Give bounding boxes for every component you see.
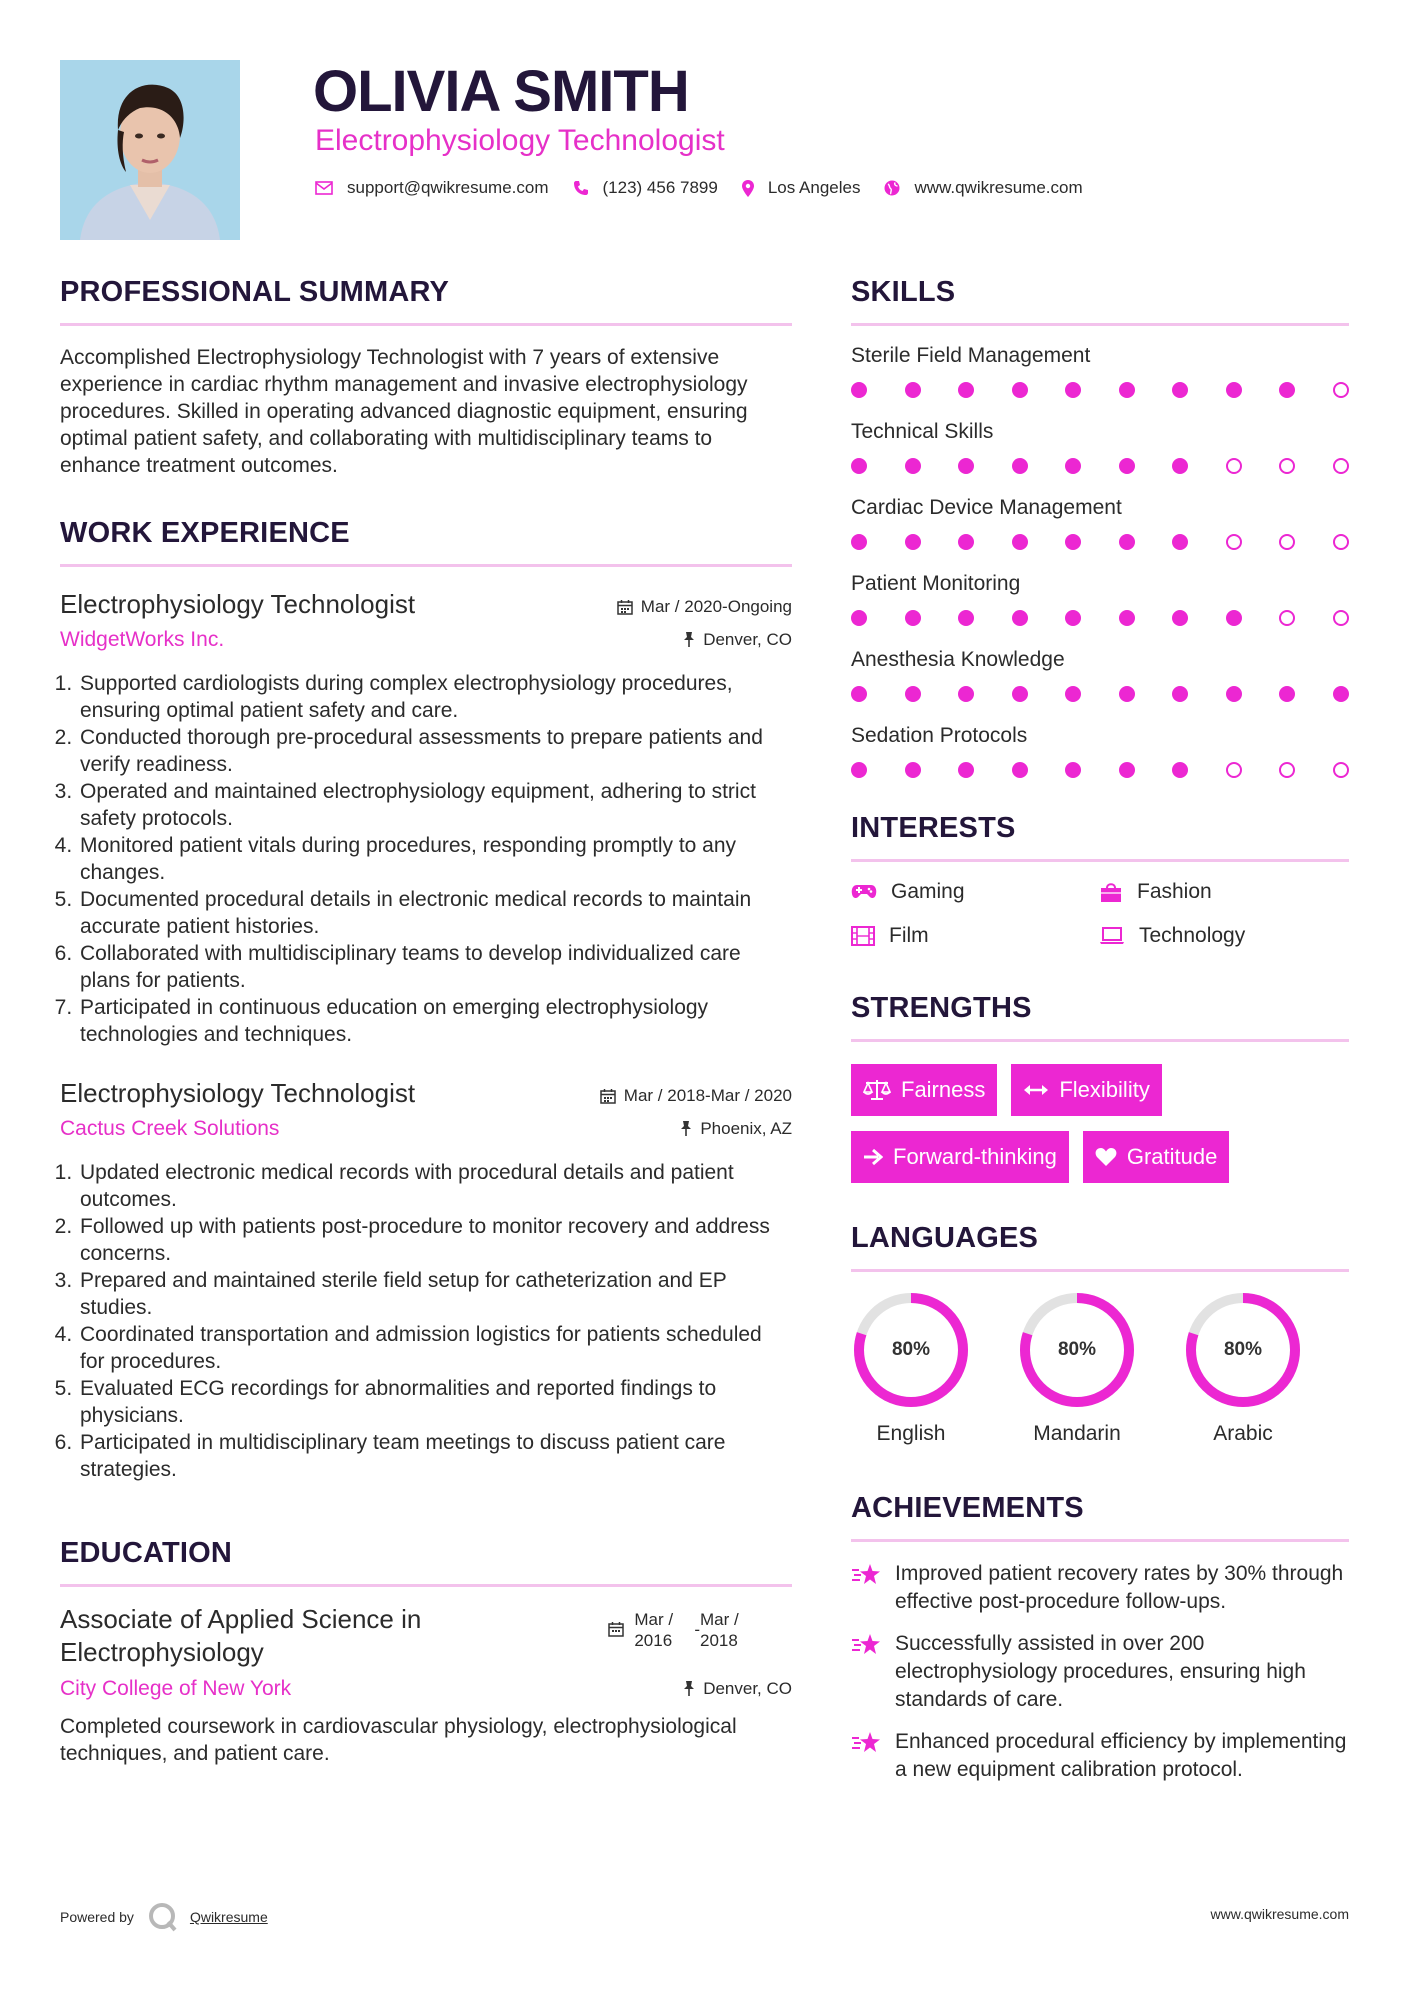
rating-dot-filled <box>851 458 867 474</box>
duty-list <box>60 1159 792 1483</box>
section-divider <box>60 564 792 567</box>
duty-item: 6. Collaborated with multidisciplinary teams to develop individualized care plans for patients. <box>78 940 792 994</box>
rating-dot-filled <box>1226 610 1242 626</box>
rating-dot-filled <box>1172 762 1188 778</box>
job-title: Electrophysiology Technologist <box>60 1078 416 1108</box>
language-percent: 80% <box>1223 1339 1263 1360</box>
left-column <box>60 276 792 1767</box>
skill-item <box>851 572 1349 626</box>
rating-dot-filled <box>958 382 974 398</box>
rating-dot-empty <box>1333 458 1349 474</box>
job-location-text: Denver, CO <box>703 630 792 649</box>
achievements-section <box>851 1492 1349 1784</box>
rating-dot-filled <box>958 762 974 778</box>
skill-name: Sedation Protocols <box>851 724 1028 747</box>
balance-scale-icon <box>863 1079 891 1101</box>
arrows-horizontal-icon <box>1023 1083 1049 1097</box>
skill-rating <box>851 686 1349 702</box>
interests-heading: INTERESTS <box>851 812 1016 844</box>
summary-heading: PROFESSIONAL SUMMARY <box>60 276 450 308</box>
strengths-section <box>851 992 1349 1198</box>
qwikresume-link[interactable]: Qwikresume <box>189 1909 268 1925</box>
rating-dot-filled <box>958 534 974 550</box>
pushpin-icon <box>683 632 695 648</box>
heart-icon <box>1095 1147 1117 1167</box>
languages-section <box>851 1222 1349 1446</box>
rating-dot-filled <box>1012 382 1028 398</box>
contact-phone-text: (123) 456 7899 <box>602 178 718 197</box>
rating-dot-filled <box>1012 610 1028 626</box>
achievement-item <box>851 1560 1349 1616</box>
education-location-text: Denver, CO <box>703 1679 792 1698</box>
rating-dot-filled <box>1065 686 1081 702</box>
rating-dot-filled <box>1226 382 1242 398</box>
strength-tag <box>851 1131 1069 1183</box>
rating-dot-filled <box>905 762 921 778</box>
duty-item: 1. Updated electronic medical records with procedural details and patient outcomes. <box>78 1159 792 1213</box>
contact-email-text: support@qwikresume.com <box>347 178 549 197</box>
skill-item <box>851 724 1349 778</box>
skill-item <box>851 344 1349 398</box>
language-item <box>1183 1290 1303 1446</box>
rating-dot-filled <box>1119 534 1135 550</box>
star-icon <box>851 1730 881 1756</box>
duty-item: 3. Prepared and maintained sterile field setup for catheterization and EP studies. <box>78 1267 792 1321</box>
education-degree: Associate of Applied Science in Electrophysiology <box>60 1604 422 1667</box>
strength-label: Forward-thinking <box>893 1144 1057 1169</box>
education-date-start: Mar / 2016 <box>634 1610 674 1650</box>
rating-dot-filled <box>1172 382 1188 398</box>
rating-dot-filled <box>1172 686 1188 702</box>
rating-dot-filled <box>1065 458 1081 474</box>
candidate-title: Electrophysiology Technologist <box>315 124 725 157</box>
rating-dot-filled <box>1065 610 1081 626</box>
rating-dot-empty <box>1226 458 1242 474</box>
achievements-list <box>851 1560 1349 1784</box>
rating-dot-filled <box>1119 382 1135 398</box>
skill-name: Anesthesia Knowledge <box>851 648 1065 671</box>
shopping-bag-icon <box>1099 881 1123 903</box>
interest-item <box>1099 880 1349 904</box>
interest-item <box>1099 924 1349 948</box>
summary-section <box>60 276 792 479</box>
interests-section <box>851 812 1349 948</box>
interest-label: Film <box>889 924 929 947</box>
language-name: Arabic <box>1213 1422 1273 1445</box>
section-divider <box>851 859 1349 862</box>
rating-dot-filled <box>1333 686 1349 702</box>
section-divider <box>851 1269 1349 1272</box>
language-ring <box>851 1290 971 1410</box>
education-section <box>60 1537 792 1767</box>
achievement-text: Successfully assisted in over 200 electrophysiology procedures, ensuring high standards of care. <box>895 1632 1306 1711</box>
profile-photo <box>60 60 240 240</box>
language-item <box>851 1290 971 1446</box>
calendar-icon <box>608 1621 624 1637</box>
rating-dot-filled <box>905 534 921 550</box>
strength-tag <box>1083 1131 1230 1183</box>
strength-tag <box>851 1064 997 1116</box>
contact-website[interactable] <box>884 178 1082 198</box>
job-date <box>600 1086 792 1106</box>
summary-text: Accomplished Electrophysiology Technologist with 7 years of extensive experience in cardiac rhythm management and invasive electrophysiology procedures. Skilled in operating advanced diagnostic equipment, ensuring optimal patient safety, and collaborating with multidisciplinary teams to enhance treatment outcomes. <box>60 346 748 477</box>
skill-item <box>851 496 1349 550</box>
rating-dot-filled <box>1279 686 1295 702</box>
skill-name: Technical Skills <box>851 420 994 443</box>
rating-dot-filled <box>905 382 921 398</box>
contact-location <box>742 178 861 198</box>
company-name: Cactus Creek Solutions <box>60 1117 280 1140</box>
duty-list <box>60 670 792 1048</box>
strength-label: Flexibility <box>1059 1077 1150 1102</box>
skill-name: Sterile Field Management <box>851 344 1091 367</box>
achievement-text: Enhanced procedural efficiency by implementing a new equipment calibration protocol. <box>895 1730 1347 1781</box>
rating-dot-empty <box>1226 762 1242 778</box>
strengths-heading: STRENGTHS <box>851 992 1032 1024</box>
interests-list <box>851 880 1349 948</box>
rating-dot-filled <box>1172 534 1188 550</box>
rating-dot-filled <box>905 686 921 702</box>
job-location-text: Phoenix, AZ <box>700 1119 792 1138</box>
rating-dot-empty <box>1279 762 1295 778</box>
duty-item: 3. Operated and maintained electrophysiology equipment, adhering to strict safety protocols. <box>78 778 792 832</box>
rating-dot-filled <box>1119 458 1135 474</box>
contact-website-text: www.qwikresume.com <box>914 178 1083 197</box>
rating-dot-filled <box>905 458 921 474</box>
job-location <box>680 1119 792 1139</box>
duty-item: 7. Participated in continuous education on emerging electrophysiology technologies and techniques. <box>78 994 792 1048</box>
laptop-icon <box>1099 927 1125 945</box>
rating-dot-filled <box>958 686 974 702</box>
rating-dot-empty <box>1226 534 1242 550</box>
star-icon <box>851 1562 881 1588</box>
skill-item <box>851 420 1349 474</box>
strengths-list <box>851 1064 1349 1198</box>
education-date-separator: - <box>694 1620 700 1639</box>
achievement-text: Improved patient recovery rates by 30% through effective post-procedure follow-ups. <box>895 1562 1344 1613</box>
skill-name: Patient Monitoring <box>851 572 1021 595</box>
job-entry <box>60 589 792 1048</box>
language-ring <box>1017 1290 1137 1410</box>
skills-list <box>851 344 1349 778</box>
skill-rating <box>851 610 1349 626</box>
phone-icon <box>573 180 589 196</box>
skill-rating <box>851 534 1349 550</box>
achievement-item <box>851 1630 1349 1714</box>
rating-dot-filled <box>1119 610 1135 626</box>
duty-item: 4. Coordinated transportation and admission logistics for patients scheduled for procedures. <box>78 1321 792 1375</box>
experience-section <box>60 517 792 1483</box>
rating-dot-filled <box>1172 610 1188 626</box>
experience-heading: WORK EXPERIENCE <box>60 517 350 549</box>
skills-section <box>851 276 1349 778</box>
education-heading: EDUCATION <box>60 1537 233 1569</box>
job-date-text: Mar / 2018-Mar / 2020 <box>623 1086 792 1105</box>
education-description: Completed coursework in cardiovascular physiology, electrophysiological techniques, and patient care. <box>60 1715 737 1765</box>
section-divider <box>60 323 792 326</box>
interest-label: Technology <box>1139 924 1246 947</box>
rating-dot-empty <box>1333 534 1349 550</box>
education-date-end: Mar / 2018 <box>700 1610 739 1650</box>
rating-dot-filled <box>851 610 867 626</box>
duty-item: 5. Documented procedural details in electronic medical records to maintain accurate patient histories. <box>78 886 792 940</box>
duty-item: 2. Conducted thorough pre-procedural assessments to prepare patients and verify readiness. <box>78 724 792 778</box>
job-date-text: Mar / 2020-Ongoing <box>640 597 792 616</box>
rating-dot-empty <box>1333 610 1349 626</box>
interest-label: Fashion <box>1137 880 1212 903</box>
rating-dot-filled <box>905 610 921 626</box>
strength-label: Fairness <box>901 1077 986 1102</box>
rating-dot-filled <box>851 762 867 778</box>
job-title: Electrophysiology Technologist <box>60 589 416 619</box>
rating-dot-empty <box>1333 382 1349 398</box>
profile-photo-illustration <box>60 60 240 240</box>
footer-powered-by <box>60 1902 268 1932</box>
calendar-icon <box>600 1088 616 1104</box>
globe-icon <box>884 180 900 196</box>
gamepad-icon <box>851 884 877 900</box>
language-name: Mandarin <box>1033 1422 1121 1445</box>
contact-bar <box>315 178 1107 198</box>
powered-by-text: Powered by <box>60 1909 134 1925</box>
language-name: English <box>876 1422 946 1445</box>
duty-item: 2. Followed up with patients post-procedure to monitor recovery and address concerns. <box>78 1213 792 1267</box>
calendar-icon <box>617 599 633 615</box>
rating-dot-filled <box>1119 762 1135 778</box>
rating-dot-filled <box>1012 762 1028 778</box>
right-column <box>851 276 1349 1784</box>
arrow-right-icon <box>863 1148 883 1166</box>
skill-rating <box>851 382 1349 398</box>
section-divider <box>851 1539 1349 1542</box>
rating-dot-filled <box>1065 534 1081 550</box>
section-divider <box>851 1039 1349 1042</box>
rating-dot-empty <box>1279 534 1295 550</box>
contact-location-text: Los Angeles <box>767 178 861 197</box>
languages-heading: LANGUAGES <box>851 1222 1039 1254</box>
education-location <box>683 1679 792 1699</box>
film-icon <box>851 926 875 946</box>
rating-dot-filled <box>958 458 974 474</box>
interest-label: Gaming <box>891 880 965 903</box>
rating-dot-filled <box>1012 534 1028 550</box>
contact-phone[interactable] <box>573 178 718 198</box>
languages-list <box>851 1290 1349 1446</box>
section-divider <box>60 1584 792 1587</box>
rating-dot-filled <box>1012 686 1028 702</box>
qwikresume-logo-icon <box>148 1902 178 1932</box>
skill-rating <box>851 762 1349 778</box>
skill-rating <box>851 458 1349 474</box>
achievements-heading: ACHIEVEMENTS <box>851 1492 1084 1524</box>
skill-name: Cardiac Device Management <box>851 496 1122 519</box>
rating-dot-filled <box>1065 382 1081 398</box>
interest-item <box>851 880 1099 904</box>
job-location <box>683 630 792 650</box>
rating-dot-filled <box>1226 686 1242 702</box>
rating-dot-filled <box>851 382 867 398</box>
section-divider <box>851 323 1349 326</box>
skill-item <box>851 648 1349 702</box>
rating-dot-empty <box>1279 458 1295 474</box>
rating-dot-filled <box>1119 686 1135 702</box>
duty-item: 6. Participated in multidisciplinary team meetings to discuss patient care strategies. <box>78 1429 792 1483</box>
education-date <box>608 1609 760 1651</box>
rating-dot-filled <box>1172 458 1188 474</box>
map-pin-icon <box>742 180 754 197</box>
rating-dot-filled <box>1065 762 1081 778</box>
contact-email[interactable] <box>315 178 549 198</box>
company-name: WidgetWorks Inc. <box>60 628 225 651</box>
rating-dot-filled <box>958 610 974 626</box>
rating-dot-filled <box>1279 382 1295 398</box>
envelope-icon <box>315 181 333 195</box>
school-name: City College of New York <box>60 1677 292 1700</box>
job-entry <box>60 1078 792 1483</box>
job-date <box>617 597 792 617</box>
candidate-name: OLIVIA SMITH <box>313 59 689 124</box>
language-ring <box>1183 1290 1303 1410</box>
language-item <box>1017 1290 1137 1446</box>
rating-dot-filled <box>851 534 867 550</box>
interest-item <box>851 924 1099 948</box>
strength-tag <box>1011 1064 1161 1116</box>
skills-heading: SKILLS <box>851 276 956 308</box>
star-icon <box>851 1632 881 1658</box>
pushpin-icon <box>683 1681 695 1697</box>
duty-item: 1. Supported cardiologists during complex electrophysiology procedures, ensuring optimal patient safety and care. <box>78 670 792 724</box>
footer-website[interactable]: www.qwikresume.com <box>1210 1906 1349 1922</box>
pushpin-icon <box>680 1121 692 1137</box>
achievement-item <box>851 1728 1349 1784</box>
language-percent: 80% <box>1057 1339 1097 1360</box>
rating-dot-empty <box>1333 762 1349 778</box>
rating-dot-empty <box>1279 610 1295 626</box>
strength-label: Gratitude <box>1126 1144 1218 1169</box>
language-percent: 80% <box>891 1339 931 1360</box>
duty-item: 5. Evaluated ECG recordings for abnormalities and reported findings to physicians. <box>78 1375 792 1429</box>
rating-dot-filled <box>1012 458 1028 474</box>
rating-dot-filled <box>851 686 867 702</box>
duty-item: 4. Monitored patient vitals during procedures, responding promptly to any changes. <box>78 832 792 886</box>
